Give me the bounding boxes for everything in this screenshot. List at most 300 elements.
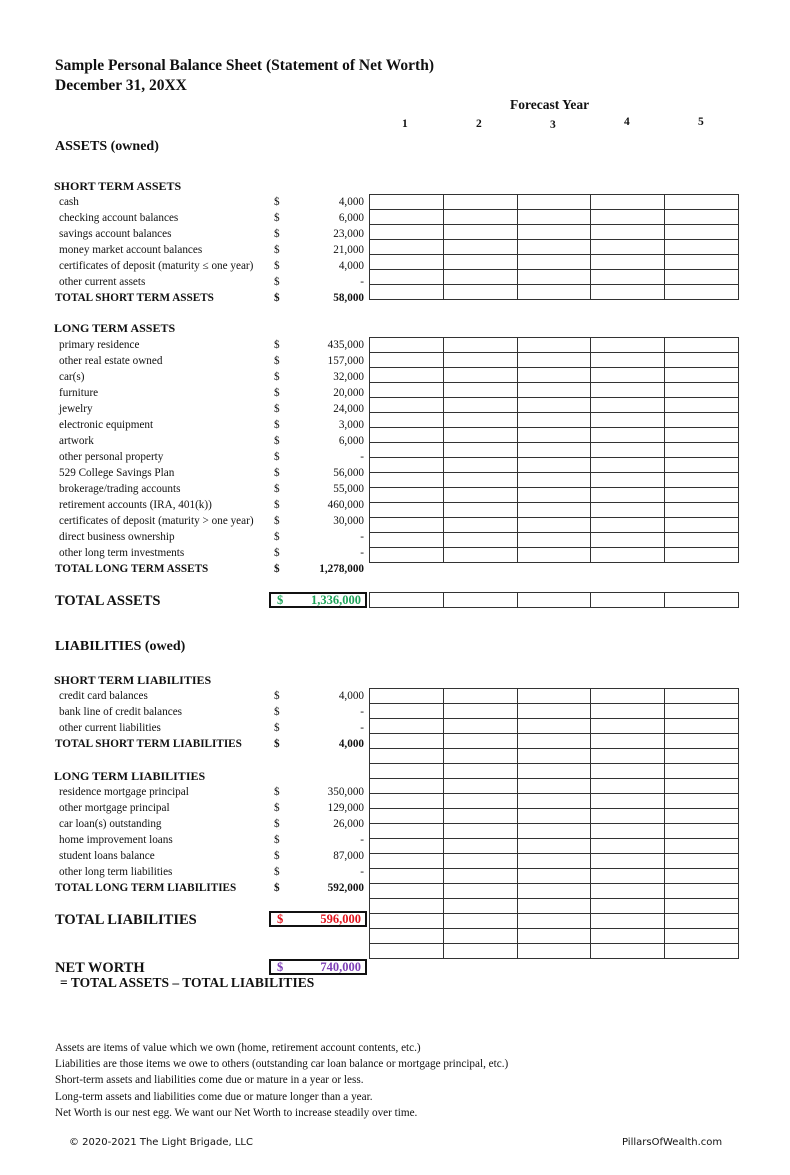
forecast-cell-year-1[interactable] <box>370 884 444 899</box>
forecast-cell-year-1[interactable] <box>370 749 444 764</box>
forecast-cell-year-4[interactable] <box>591 734 665 749</box>
short-term-assets-forecast-grid[interactable] <box>369 194 739 300</box>
forecast-cell-year-2[interactable] <box>443 764 517 779</box>
forecast-cell-year-2[interactable] <box>443 884 517 899</box>
line-item-amount: 1,278,000 <box>319 563 364 575</box>
forecast-cell-year-4[interactable] <box>591 398 665 413</box>
forecast-cell-year-5[interactable] <box>665 734 739 749</box>
forecast-cell-year-1[interactable] <box>370 914 444 929</box>
currency-symbol: $ <box>274 355 280 367</box>
forecast-cell-year-5[interactable] <box>665 195 739 210</box>
currency-symbol: $ <box>274 706 280 718</box>
line-item-row <box>55 816 367 832</box>
total-liabilities-value-box <box>269 911 367 927</box>
forecast-cell-year-1[interactable] <box>370 413 444 428</box>
forecast-cell-year-4[interactable] <box>591 704 665 719</box>
forecast-cell-year-2[interactable] <box>443 518 517 533</box>
footer-site-link[interactable]: PillarsOfWealth.com <box>622 1137 723 1148</box>
forecast-cell-year-4[interactable] <box>591 255 665 270</box>
forecast-cell-year-2[interactable] <box>443 270 517 285</box>
line-item-label: certificates of deposit (maturity > one year) <box>59 515 254 527</box>
forecast-cell-year-5[interactable] <box>665 503 739 518</box>
forecast-cell-year-3[interactable] <box>517 518 591 533</box>
line-item-row <box>55 784 367 800</box>
forecast-cell-year-2[interactable] <box>443 854 517 869</box>
forecast-row <box>370 734 739 749</box>
forecast-cell-year-5[interactable] <box>665 884 739 899</box>
currency-symbol: $ <box>274 834 280 846</box>
forecast-cell-year-3[interactable] <box>517 383 591 398</box>
line-item-amount: - <box>360 834 364 846</box>
forecast-cell-year-1[interactable] <box>370 704 444 719</box>
forecast-cell-year-4[interactable] <box>591 443 665 458</box>
forecast-cell-year-3[interactable] <box>517 839 591 854</box>
forecast-cell-year-4[interactable] <box>591 285 665 300</box>
line-item-amount: 23,000 <box>333 228 364 240</box>
forecast-cell-year-1[interactable] <box>370 869 444 884</box>
forecast-cell-year-3[interactable] <box>517 779 591 794</box>
forecast-cell-year-5[interactable] <box>665 443 739 458</box>
forecast-cell-year-5[interactable] <box>665 255 739 270</box>
forecast-row <box>370 428 739 443</box>
line-item-row <box>55 226 367 242</box>
forecast-cell-year-3[interactable] <box>517 398 591 413</box>
forecast-cell-year-5[interactable] <box>665 285 739 300</box>
line-item-amount: - <box>360 276 364 288</box>
line-item-row <box>55 194 367 210</box>
forecast-cell-year-2[interactable] <box>443 240 517 255</box>
forecast-cell-year-3[interactable] <box>517 413 591 428</box>
forecast-cell-year-5[interactable] <box>665 929 739 944</box>
currency-symbol: $ <box>274 260 280 272</box>
forecast-cell-year-2[interactable] <box>443 398 517 413</box>
forecast-cell-year-2[interactable] <box>443 929 517 944</box>
total-assets-amount: 1,336,000 <box>311 593 361 607</box>
currency-symbol: $ <box>274 292 280 304</box>
forecast-row <box>370 689 739 704</box>
forecast-cell-year-3[interactable] <box>517 473 591 488</box>
forecast-cell-year-3[interactable] <box>517 794 591 809</box>
long-term-liabilities-heading: LONG TERM LIABILITIES <box>54 769 206 783</box>
forecast-cell-year-5[interactable] <box>665 869 739 884</box>
forecast-cell-year-3[interactable] <box>517 503 591 518</box>
forecast-row <box>370 225 739 240</box>
total-liabilities-label: TOTAL LIABILITIES <box>55 912 197 928</box>
forecast-cell-year-4[interactable] <box>591 503 665 518</box>
forecast-cell-year-2[interactable] <box>443 473 517 488</box>
line-item-label: TOTAL SHORT TERM LIABILITIES <box>55 738 242 750</box>
forecast-cell-year-1[interactable] <box>370 353 444 368</box>
line-item-amount: 435,000 <box>327 339 364 351</box>
forecast-cell-year-3[interactable] <box>517 944 591 959</box>
forecast-cell-year-1[interactable] <box>370 195 444 210</box>
forecast-cell-year-1[interactable] <box>370 779 444 794</box>
line-item-amount: 4,000 <box>338 738 364 750</box>
line-item-label: certificates of deposit (maturity ≤ one year) <box>59 260 254 272</box>
forecast-cell-year-4[interactable] <box>591 719 665 734</box>
forecast-cell-year-1[interactable] <box>370 285 444 300</box>
forecast-cell-year-2[interactable] <box>443 443 517 458</box>
forecast-cell-year-1[interactable] <box>370 533 444 548</box>
currency-symbol: $ <box>274 467 280 479</box>
forecast-cell-year-4[interactable] <box>591 899 665 914</box>
forecast-cell-year-4[interactable] <box>591 488 665 503</box>
forecast-cell-year-4[interactable] <box>591 383 665 398</box>
forecast-cell-year-4[interactable] <box>591 225 665 240</box>
line-item-row <box>55 210 367 226</box>
forecast-cell-year-4[interactable] <box>591 824 665 839</box>
line-item-label: other current assets <box>59 276 146 288</box>
forecast-cell-year-3[interactable] <box>517 593 591 608</box>
note-short-term: Short-term assets and liabilities come due or mature in a year or less. <box>55 1074 364 1087</box>
forecast-cell-year-5[interactable] <box>665 899 739 914</box>
forecast-cell-year-1[interactable] <box>370 809 444 824</box>
forecast-cell-year-2[interactable] <box>443 689 517 704</box>
forecast-cell-year-1[interactable] <box>370 794 444 809</box>
forecast-row <box>370 503 739 518</box>
line-item-row <box>55 337 367 353</box>
forecast-cell-year-3[interactable] <box>517 854 591 869</box>
forecast-cell-year-1[interactable] <box>370 734 444 749</box>
liabilities-heading: LIABILITIES (owed) <box>55 639 186 654</box>
forecast-row <box>370 368 739 383</box>
forecast-cell-year-4[interactable] <box>591 458 665 473</box>
forecast-cell-year-4[interactable] <box>591 210 665 225</box>
forecast-cell-year-5[interactable] <box>665 914 739 929</box>
forecast-cell-year-4[interactable] <box>591 473 665 488</box>
forecast-cell-year-1[interactable] <box>370 443 444 458</box>
line-item-amount: 350,000 <box>327 786 364 798</box>
forecast-cell-year-3[interactable] <box>517 255 591 270</box>
forecast-cell-year-4[interactable] <box>591 794 665 809</box>
forecast-cell-year-5[interactable] <box>665 488 739 503</box>
liabilities-forecast-grid[interactable] <box>369 688 739 959</box>
line-item-row <box>55 274 367 290</box>
forecast-cell-year-3[interactable] <box>517 428 591 443</box>
forecast-cell-year-4[interactable] <box>591 533 665 548</box>
forecast-cell-year-5[interactable] <box>665 854 739 869</box>
forecast-cell-year-5[interactable] <box>665 824 739 839</box>
currency-symbol: $ <box>274 563 280 575</box>
total-liabilities-currency: $ <box>277 912 284 926</box>
forecast-cell-year-5[interactable] <box>665 225 739 240</box>
forecast-cell-year-4[interactable] <box>591 869 665 884</box>
currency-symbol: $ <box>274 196 280 208</box>
forecast-cell-year-2[interactable] <box>443 195 517 210</box>
forecast-cell-year-5[interactable] <box>665 593 739 608</box>
forecast-cell-year-2[interactable] <box>443 285 517 300</box>
forecast-row <box>370 704 739 719</box>
forecast-row <box>370 749 739 764</box>
forecast-cell-year-4[interactable] <box>591 413 665 428</box>
forecast-cell-year-5[interactable] <box>665 689 739 704</box>
forecast-row <box>370 443 739 458</box>
forecast-cell-year-5[interactable] <box>665 533 739 548</box>
forecast-cell-year-4[interactable] <box>591 593 665 608</box>
forecast-cell-year-5[interactable] <box>665 428 739 443</box>
forecast-cell-year-2[interactable] <box>443 734 517 749</box>
forecast-cell-year-2[interactable] <box>443 899 517 914</box>
forecast-cell-year-3[interactable] <box>517 929 591 944</box>
forecast-cell-year-3[interactable] <box>517 764 591 779</box>
forecast-cell-year-2[interactable] <box>443 593 517 608</box>
forecast-cell-year-5[interactable] <box>665 398 739 413</box>
forecast-cell-year-1[interactable] <box>370 929 444 944</box>
line-item-row <box>55 417 367 433</box>
forecast-cell-year-2[interactable] <box>443 488 517 503</box>
forecast-cell-year-2[interactable] <box>443 548 517 563</box>
forecast-cell-year-3[interactable] <box>517 899 591 914</box>
forecast-cell-year-4[interactable] <box>591 854 665 869</box>
forecast-cell-year-2[interactable] <box>443 824 517 839</box>
line-item-row <box>55 369 367 385</box>
forecast-row <box>370 764 739 779</box>
forecast-cell-year-3[interactable] <box>517 689 591 704</box>
line-item-amount: 4,000 <box>338 260 364 272</box>
forecast-cell-year-3[interactable] <box>517 225 591 240</box>
currency-symbol: $ <box>274 802 280 814</box>
forecast-cell-year-3[interactable] <box>517 338 591 353</box>
forecast-cell-year-1[interactable] <box>370 854 444 869</box>
forecast-cell-year-2[interactable] <box>443 704 517 719</box>
line-item-label: money market account balances <box>59 244 203 256</box>
line-item-amount: 592,000 <box>327 882 364 894</box>
line-item-label: other real estate owned <box>59 355 163 367</box>
forecast-cell-year-3[interactable] <box>517 240 591 255</box>
forecast-cell-year-5[interactable] <box>665 413 739 428</box>
forecast-row <box>370 719 739 734</box>
forecast-cell-year-2[interactable] <box>443 809 517 824</box>
forecast-cell-year-2[interactable] <box>443 210 517 225</box>
forecast-cell-year-1[interactable] <box>370 225 444 240</box>
forecast-cell-year-4[interactable] <box>591 548 665 563</box>
forecast-cell-year-2[interactable] <box>443 255 517 270</box>
forecast-cell-year-5[interactable] <box>665 368 739 383</box>
forecast-cell-year-3[interactable] <box>517 734 591 749</box>
forecast-cell-year-1[interactable] <box>370 270 444 285</box>
forecast-cell-year-3[interactable] <box>517 824 591 839</box>
line-item-row <box>55 497 367 513</box>
line-item-amount: 21,000 <box>333 244 364 256</box>
forecast-cell-year-2[interactable] <box>443 353 517 368</box>
forecast-cell-year-3[interactable] <box>517 869 591 884</box>
forecast-cell-year-4[interactable] <box>591 689 665 704</box>
forecast-cell-year-3[interactable] <box>517 270 591 285</box>
forecast-cell-year-1[interactable] <box>370 488 444 503</box>
forecast-cell-year-5[interactable] <box>665 749 739 764</box>
forecast-cell-year-4[interactable] <box>591 518 665 533</box>
forecast-cell-year-1[interactable] <box>370 719 444 734</box>
currency-symbol: $ <box>274 244 280 256</box>
forecast-cell-year-3[interactable] <box>517 533 591 548</box>
line-item-row <box>55 401 367 417</box>
forecast-cell-year-2[interactable] <box>443 749 517 764</box>
forecast-row <box>370 869 739 884</box>
line-item-label: other current liabilities <box>59 722 161 734</box>
line-item-amount: 58,000 <box>333 292 364 304</box>
forecast-cell-year-4[interactable] <box>591 809 665 824</box>
line-item-amount: - <box>360 866 364 878</box>
forecast-cell-year-1[interactable] <box>370 383 444 398</box>
forecast-cell-year-5[interactable] <box>665 473 739 488</box>
currency-symbol: $ <box>274 531 280 543</box>
forecast-cell-year-2[interactable] <box>443 383 517 398</box>
forecast-cell-year-4[interactable] <box>591 929 665 944</box>
forecast-cell-year-3[interactable] <box>517 353 591 368</box>
forecast-cell-year-1[interactable] <box>370 944 444 959</box>
forecast-cell-year-3[interactable] <box>517 884 591 899</box>
forecast-cell-year-5[interactable] <box>665 338 739 353</box>
forecast-cell-year-5[interactable] <box>665 719 739 734</box>
forecast-cell-year-4[interactable] <box>591 749 665 764</box>
forecast-row <box>370 854 739 869</box>
forecast-cell-year-5[interactable] <box>665 809 739 824</box>
forecast-cell-year-1[interactable] <box>370 764 444 779</box>
forecast-cell-year-4[interactable] <box>591 195 665 210</box>
forecast-cell-year-2[interactable] <box>443 839 517 854</box>
forecast-cell-year-1[interactable] <box>370 368 444 383</box>
forecast-cell-year-4[interactable] <box>591 270 665 285</box>
forecast-cell-year-5[interactable] <box>665 270 739 285</box>
forecast-cell-year-1[interactable] <box>370 240 444 255</box>
currency-symbol: $ <box>274 371 280 383</box>
forecast-cell-year-3[interactable] <box>517 210 591 225</box>
forecast-cell-year-4[interactable] <box>591 764 665 779</box>
forecast-cell-year-4[interactable] <box>591 338 665 353</box>
net-worth-amount: 740,000 <box>320 960 361 974</box>
forecast-cell-year-5[interactable] <box>665 458 739 473</box>
forecast-cell-year-1[interactable] <box>370 689 444 704</box>
forecast-cell-year-5[interactable] <box>665 704 739 719</box>
line-item-amount: 55,000 <box>333 483 364 495</box>
forecast-cell-year-2[interactable] <box>443 719 517 734</box>
forecast-cell-year-2[interactable] <box>443 338 517 353</box>
total-assets-label: TOTAL ASSETS <box>55 593 161 609</box>
forecast-cell-year-2[interactable] <box>443 428 517 443</box>
forecast-cell-year-1[interactable] <box>370 839 444 854</box>
forecast-cell-year-5[interactable] <box>665 383 739 398</box>
forecast-row <box>370 839 739 854</box>
forecast-cell-year-2[interactable] <box>443 794 517 809</box>
forecast-cell-year-5[interactable] <box>665 240 739 255</box>
forecast-cell-year-1[interactable] <box>370 593 444 608</box>
line-item-amount: 6,000 <box>338 212 364 224</box>
forecast-cell-year-4[interactable] <box>591 353 665 368</box>
forecast-cell-year-2[interactable] <box>443 413 517 428</box>
forecast-cell-year-1[interactable] <box>370 398 444 413</box>
forecast-cell-year-3[interactable] <box>517 749 591 764</box>
forecast-cell-year-3[interactable] <box>517 458 591 473</box>
forecast-cell-year-2[interactable] <box>443 533 517 548</box>
forecast-cell-year-5[interactable] <box>665 944 739 959</box>
forecast-cell-year-3[interactable] <box>517 719 591 734</box>
forecast-cell-year-5[interactable] <box>665 794 739 809</box>
currency-symbol: $ <box>274 483 280 495</box>
forecast-cell-year-1[interactable] <box>370 458 444 473</box>
forecast-row <box>370 195 739 210</box>
forecast-cell-year-3[interactable] <box>517 368 591 383</box>
forecast-cell-year-4[interactable] <box>591 428 665 443</box>
forecast-cell-year-1[interactable] <box>370 473 444 488</box>
forecast-cell-year-5[interactable] <box>665 210 739 225</box>
forecast-cell-year-3[interactable] <box>517 195 591 210</box>
line-item-row <box>55 513 367 529</box>
line-item-amount: - <box>360 722 364 734</box>
line-item-amount: 157,000 <box>327 355 364 367</box>
forecast-cell-year-3[interactable] <box>517 548 591 563</box>
forecast-cell-year-3[interactable] <box>517 809 591 824</box>
forecast-row <box>370 210 739 225</box>
currency-symbol: $ <box>274 866 280 878</box>
net-worth-label: NET WORTH <box>55 960 145 976</box>
forecast-cell-year-4[interactable] <box>591 884 665 899</box>
total-assets-forecast-grid[interactable] <box>369 592 739 608</box>
currency-symbol: $ <box>274 499 280 511</box>
forecast-cell-year-2[interactable] <box>443 944 517 959</box>
forecast-cell-year-4[interactable] <box>591 839 665 854</box>
forecast-cell-year-4[interactable] <box>591 240 665 255</box>
currency-symbol: $ <box>274 515 280 527</box>
forecast-cell-year-1[interactable] <box>370 338 444 353</box>
forecast-cell-year-5[interactable] <box>665 764 739 779</box>
forecast-year-1: 1 <box>402 118 408 130</box>
forecast-cell-year-3[interactable] <box>517 914 591 929</box>
line-item-amount: 129,000 <box>327 802 364 814</box>
forecast-cell-year-4[interactable] <box>591 368 665 383</box>
forecast-cell-year-1[interactable] <box>370 428 444 443</box>
forecast-cell-year-2[interactable] <box>443 869 517 884</box>
forecast-cell-year-5[interactable] <box>665 518 739 533</box>
forecast-cell-year-1[interactable] <box>370 210 444 225</box>
forecast-cell-year-2[interactable] <box>443 503 517 518</box>
forecast-cell-year-3[interactable] <box>517 488 591 503</box>
forecast-cell-year-4[interactable] <box>591 914 665 929</box>
line-item-amount: 6,000 <box>338 435 364 447</box>
forecast-cell-year-1[interactable] <box>370 503 444 518</box>
forecast-cell-year-3[interactable] <box>517 285 591 300</box>
forecast-cell-year-1[interactable] <box>370 899 444 914</box>
currency-symbol: $ <box>274 786 280 798</box>
forecast-cell-year-1[interactable] <box>370 824 444 839</box>
line-item-label: TOTAL LONG TERM LIABILITIES <box>55 882 237 894</box>
line-item-label: primary residence <box>59 339 140 351</box>
forecast-cell-year-3[interactable] <box>517 443 591 458</box>
line-item-label: other long term liabilities <box>59 866 173 878</box>
currency-symbol: $ <box>274 738 280 750</box>
forecast-cell-year-2[interactable] <box>443 368 517 383</box>
forecast-cell-year-4[interactable] <box>591 779 665 794</box>
forecast-row <box>370 794 739 809</box>
forecast-cell-year-1[interactable] <box>370 518 444 533</box>
forecast-cell-year-2[interactable] <box>443 225 517 240</box>
line-item-row <box>55 720 367 736</box>
forecast-cell-year-1[interactable] <box>370 548 444 563</box>
forecast-cell-year-5[interactable] <box>665 839 739 854</box>
forecast-cell-year-5[interactable] <box>665 779 739 794</box>
currency-symbol: $ <box>274 276 280 288</box>
forecast-cell-year-4[interactable] <box>591 944 665 959</box>
forecast-cell-year-5[interactable] <box>665 548 739 563</box>
long-term-assets-forecast-grid[interactable] <box>369 337 739 563</box>
forecast-cell-year-1[interactable] <box>370 255 444 270</box>
forecast-cell-year-2[interactable] <box>443 914 517 929</box>
currency-symbol: $ <box>274 212 280 224</box>
document-date: December 31, 20XX <box>55 77 187 94</box>
forecast-cell-year-5[interactable] <box>665 353 739 368</box>
forecast-cell-year-2[interactable] <box>443 779 517 794</box>
forecast-cell-year-3[interactable] <box>517 704 591 719</box>
forecast-cell-year-2[interactable] <box>443 458 517 473</box>
